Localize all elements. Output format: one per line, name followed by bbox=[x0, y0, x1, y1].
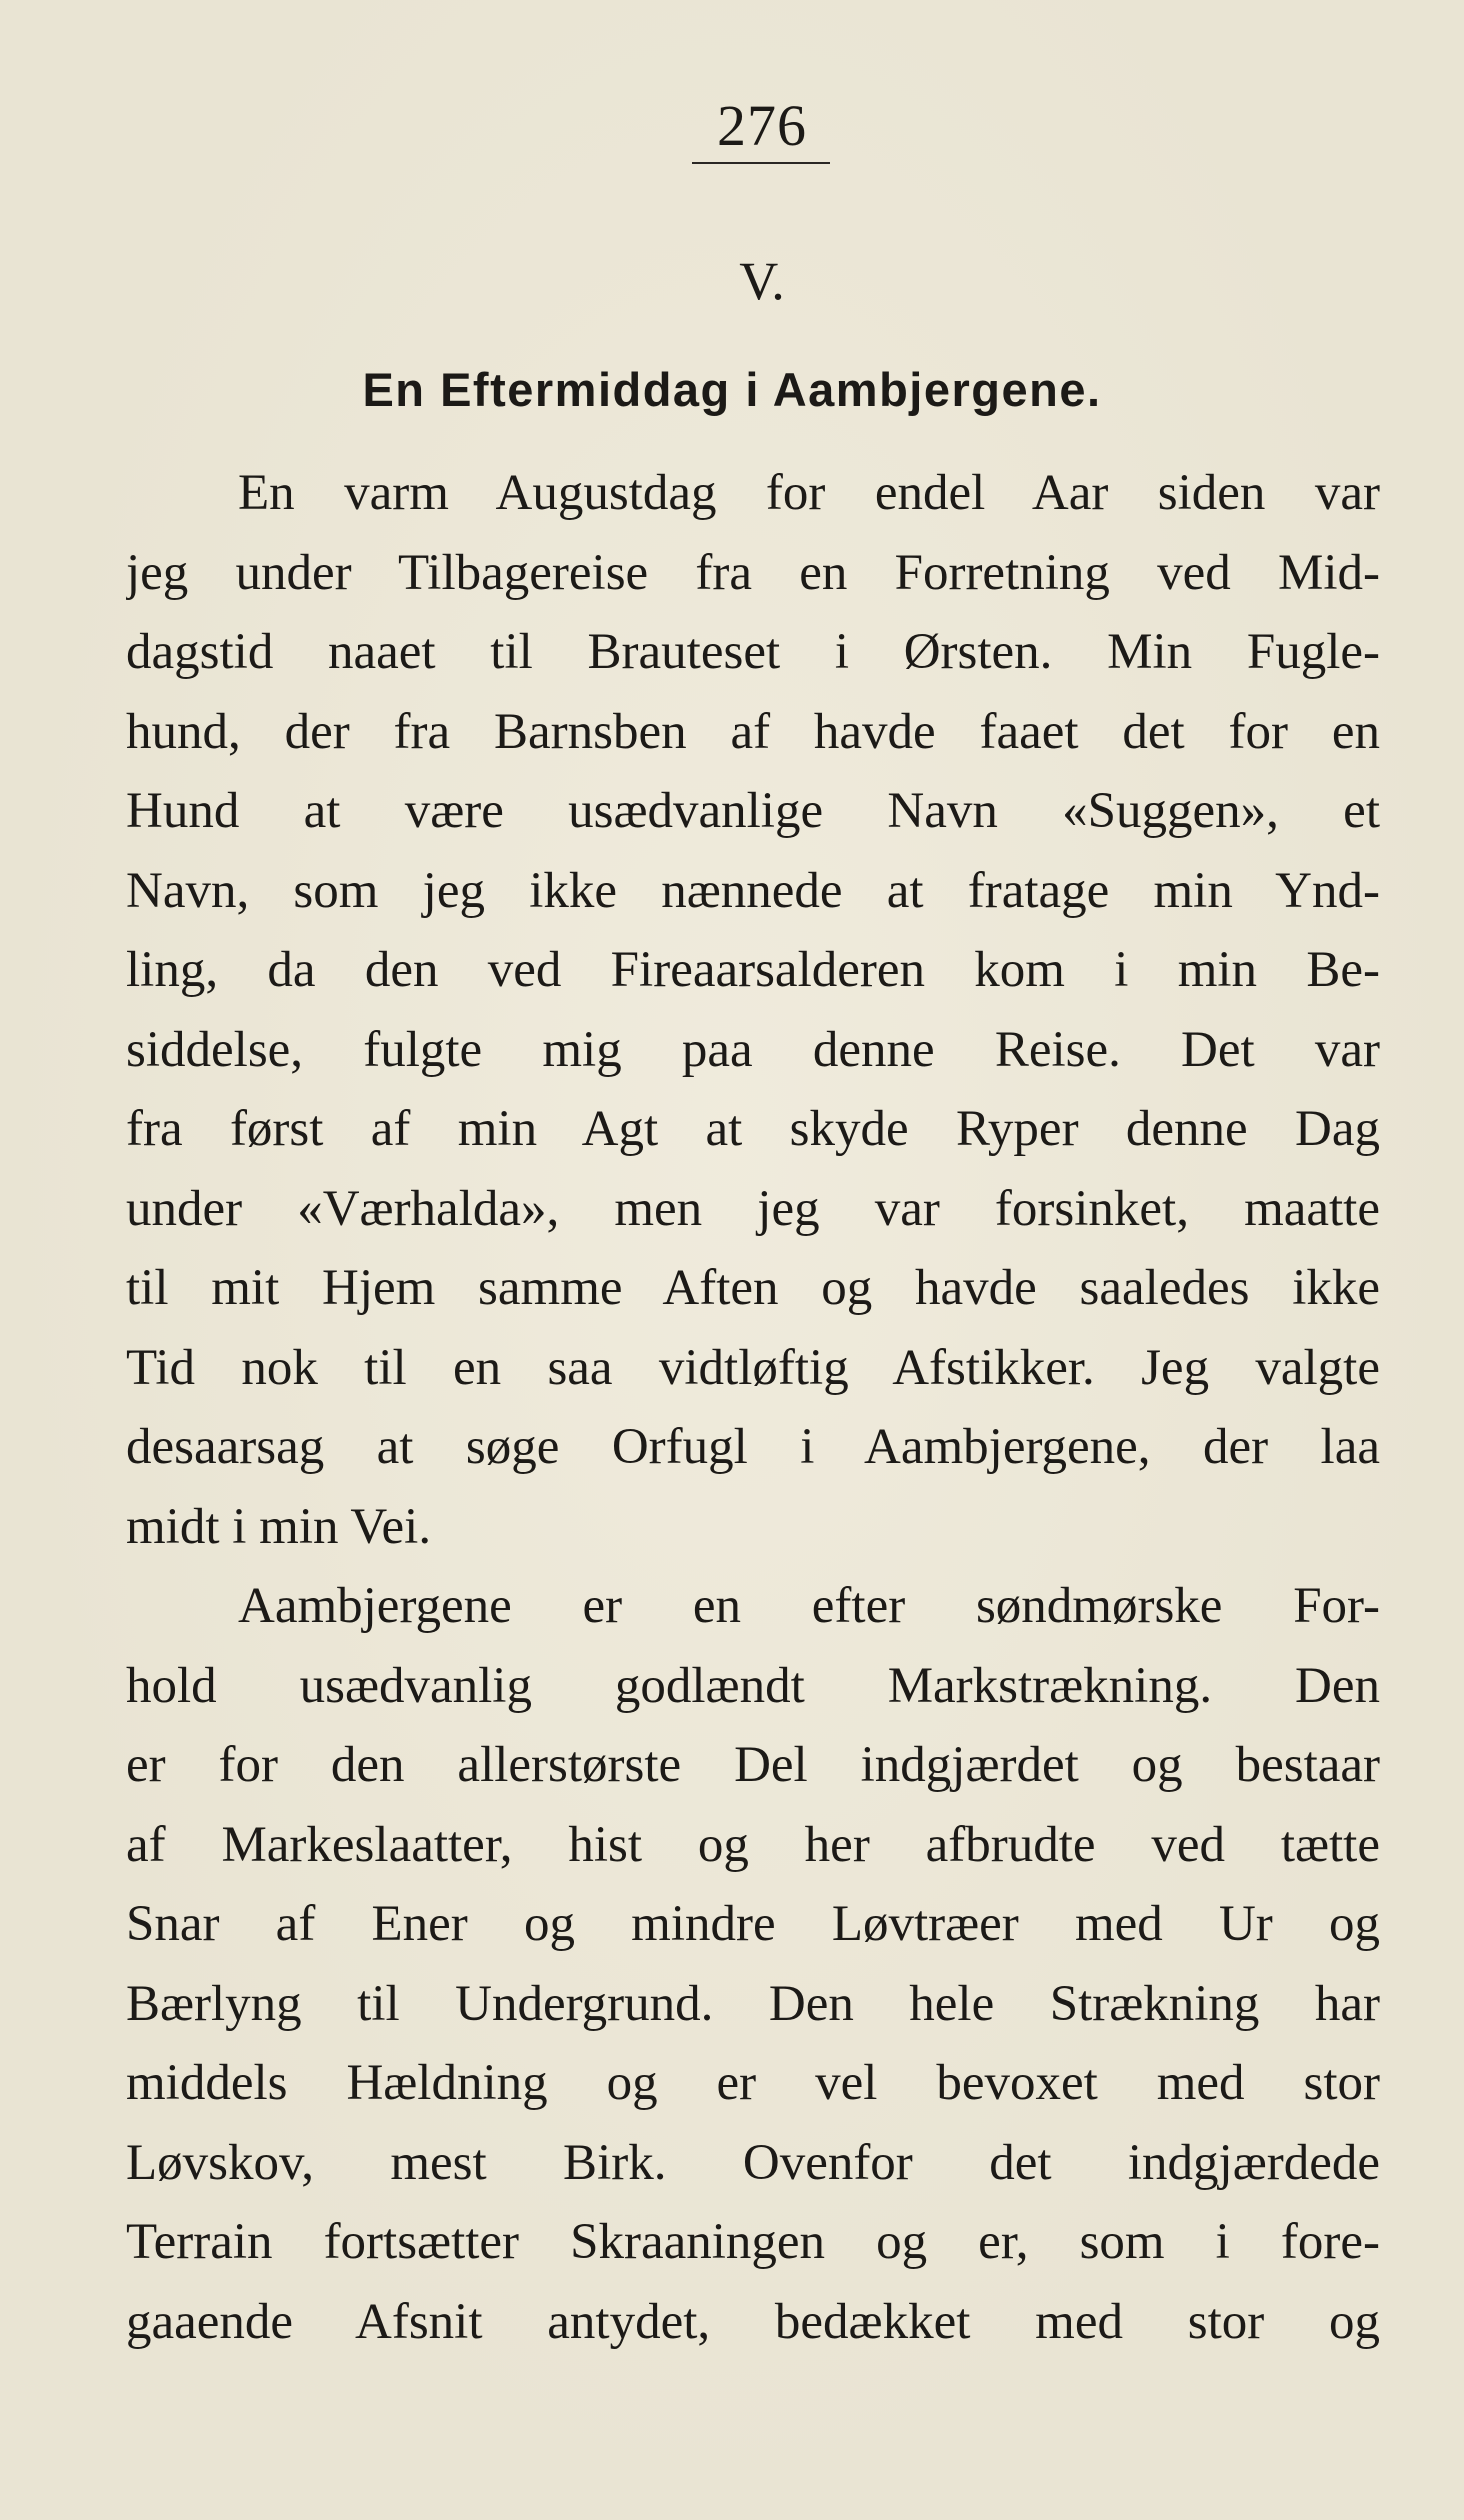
text-line: af Markeslaatter, hist og her afbrudte ved tætte bbox=[126, 1816, 1380, 1873]
text-line: ling, da den ved Fireaarsalderen kom i min Be- bbox=[126, 942, 1380, 998]
text-line: Hund at være usædvanlige Navn «Suggen», et bbox=[126, 783, 1380, 839]
text-line: Terrain fortsætter Skraaningen og er, som i fore- bbox=[126, 2214, 1380, 2270]
text-line: gaaende Afsnit antydet, bedækket med stor og bbox=[126, 2293, 1380, 2350]
text-line: jeg under Tilbagereise fra en Forretning ved Mid- bbox=[126, 544, 1380, 601]
text-line: siddelse, fulgte mig paa denne Reise. Det var bbox=[126, 1021, 1380, 1078]
chapter-title: En Eftermiddag i Aambjergene. bbox=[362, 363, 1102, 416]
text-line: Snar af Ener og mindre Løvtræer med Ur og bbox=[126, 1896, 1380, 1952]
paragraph-1 bbox=[126, 454, 1380, 1567]
text-line: En varm Augustdag for endel Aar siden var bbox=[238, 465, 1380, 521]
text-line: middels Hældning og er vel bevoxet med stor bbox=[126, 2055, 1380, 2111]
text-line: Navn, som jeg ikke nænnede at fratage min Ynd- bbox=[126, 862, 1380, 919]
paragraph-2 bbox=[126, 1567, 1380, 2362]
text-line: Tid nok til en saa vidtløftig Afstikker. Jeg valgte bbox=[126, 1339, 1380, 1396]
text-line: Bærlyng til Undergrund. Den hele Strækning har bbox=[126, 1975, 1380, 2032]
body-text bbox=[126, 454, 1380, 2362]
text-line: hold usædvanlig godlændt Markstrækning. Den bbox=[126, 1657, 1380, 1714]
text-line: midt i min Vei. bbox=[126, 1498, 432, 1555]
page-number: 276 bbox=[717, 93, 807, 158]
page-number-rule bbox=[692, 162, 830, 164]
text-line: hund, der fra Barnsben af havde faaet det for en bbox=[126, 703, 1380, 760]
chapter-number: V. bbox=[739, 251, 785, 311]
text-line: Aambjergene er en efter søndmørske For- bbox=[238, 1578, 1380, 1634]
text-line: fra først af min Agt at skyde Ryper denne Dag bbox=[126, 1101, 1380, 1157]
text-line: dagstid naaet til Brauteset i Ørsten. Min Fugle- bbox=[126, 624, 1380, 680]
text-line: Løvskov, mest Birk. Ovenfor det indgjærdede bbox=[126, 2134, 1380, 2191]
text-line: er for den allerstørste Del indgjærdet og bestaar bbox=[126, 1737, 1380, 1793]
text-line: desaarsag at søge Orfugl i Aambjergene, der laa bbox=[126, 1419, 1380, 1475]
text-line: til mit Hjem samme Aften og havde saaledes ikke bbox=[126, 1260, 1380, 1316]
text-line: under «Værhalda», men jeg var forsinket, maatte bbox=[126, 1180, 1380, 1237]
